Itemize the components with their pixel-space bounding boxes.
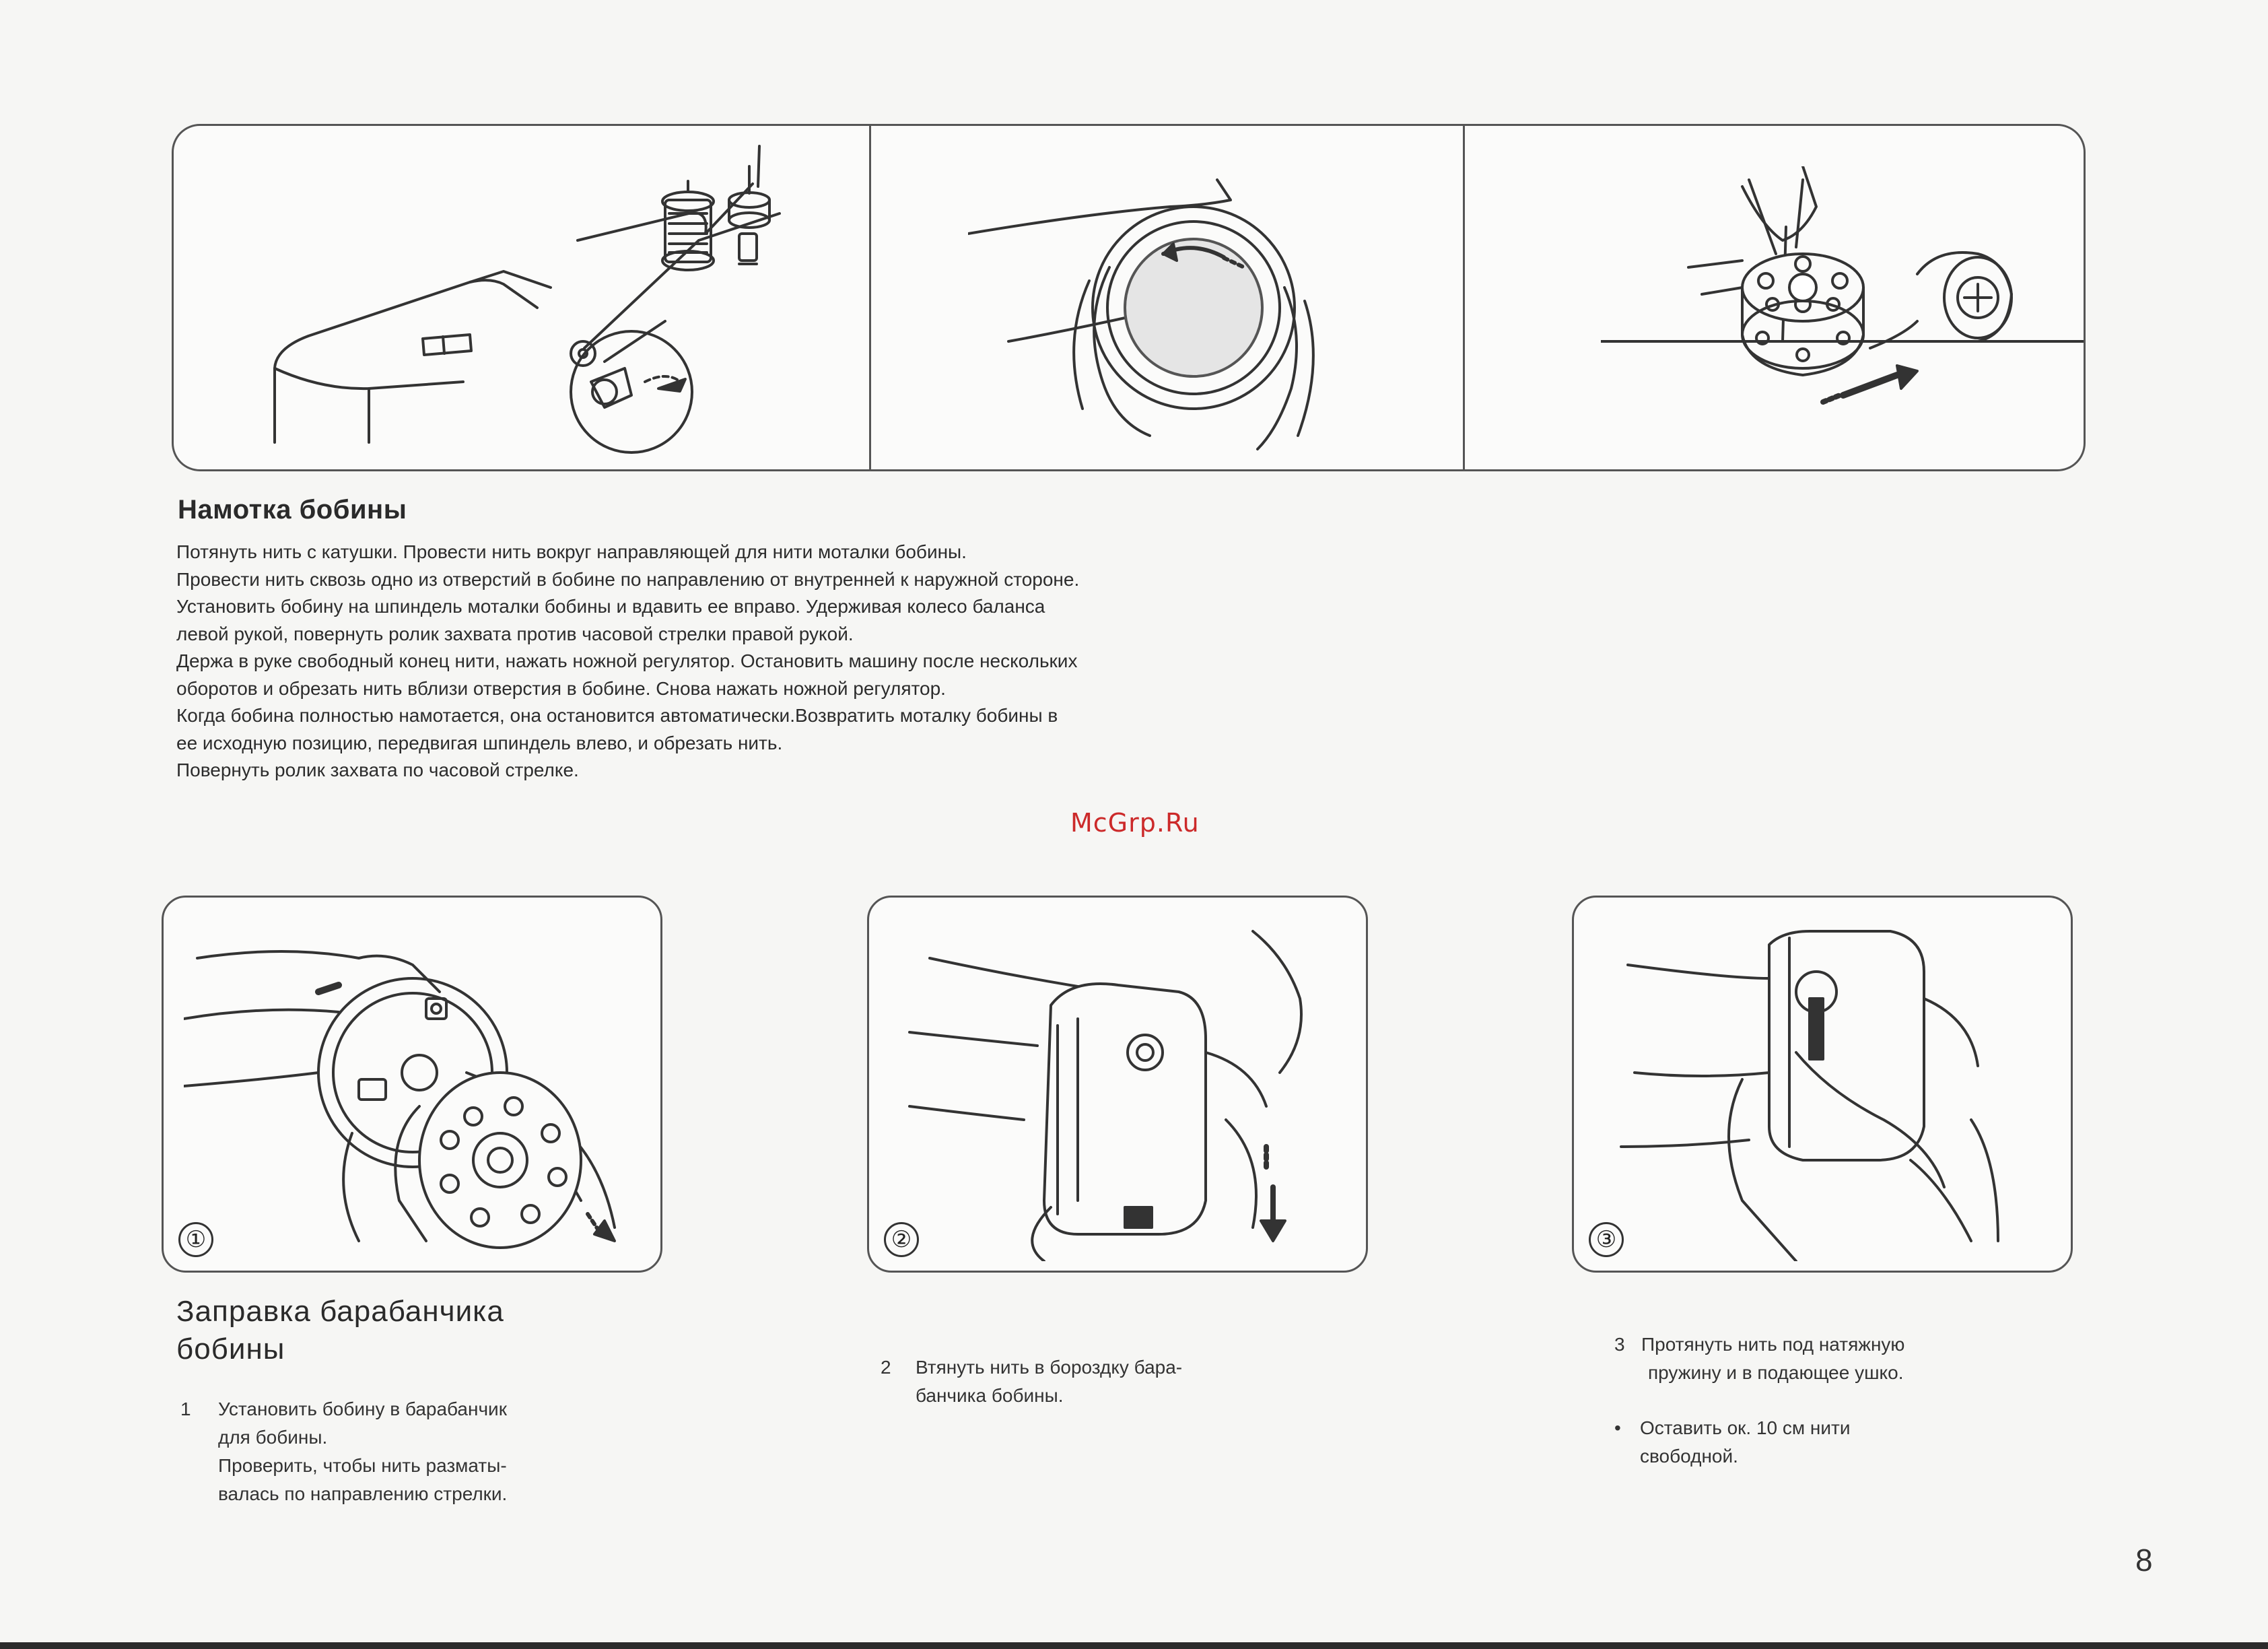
panel-divider <box>869 126 871 469</box>
bobbin-case-slot-illustration <box>889 918 1354 1261</box>
case-threading-title-line1: Заправка барабанчика <box>176 1295 504 1328</box>
tension-spring-illustration <box>1594 918 2059 1261</box>
watermark: McGrp.Ru <box>1070 808 1200 838</box>
winding-line: Держа в руке свободный конец нити, нажать ножной регулятор. Остановить машину после нескольких <box>176 650 1078 671</box>
step-3-line: пружину и в подающее ушко. <box>1648 1362 1904 1383</box>
step-1-marker: ① <box>178 1222 213 1257</box>
note-line: свободной. <box>1640 1446 1738 1467</box>
winding-line: Установить бобину на шпиндель моталки бобины и вдавить ее вправо. Удерживая колесо баланса <box>176 596 1045 617</box>
step-1-number: 1 <box>180 1399 191 1419</box>
step-3-marker: ③ <box>1589 1222 1624 1257</box>
winding-line: оборотов и обрезать нить вблизи отверстия в бобине. Снова нажать ножной регулятор. <box>176 677 946 699</box>
winding-line: Когда бобина полностью намотается, она остановится автоматически.Возвратить моталку бобины в <box>176 705 1058 726</box>
case-threading-title <box>176 1293 504 1368</box>
case-threading-title-line2: бобины <box>176 1333 285 1366</box>
step-3-text <box>1614 1331 2045 1391</box>
winding-line: ее исходную позицию, передвигая шпиндель влево, и обрезать нить. <box>176 732 783 753</box>
winding-line: Повернуть ролик захвата по часовой стрелке. <box>176 760 579 780</box>
step-1-line: Проверить, чтобы нить разматы- <box>218 1455 507 1476</box>
thread-tail-note <box>1614 1414 2045 1475</box>
winding-line: Провести нить сквозь одно из отверстий в бобине по направлению от внутренней к наружной стороне. <box>176 568 1080 590</box>
step-1-line: Установить бобину в барабанчик <box>218 1399 507 1419</box>
panel-divider <box>1463 126 1465 469</box>
handwheel-illustration <box>968 166 1412 463</box>
winding-instructions <box>176 539 1388 784</box>
winding-title: Намотка бобины <box>178 495 407 525</box>
page-bottom-edge <box>0 1642 2268 1649</box>
step-1-line: для бобины. <box>218 1427 328 1448</box>
step-2-number: 2 <box>881 1357 891 1378</box>
step-3-number: 3 <box>1614 1334 1625 1355</box>
winding-line: левой рукой, повернуть ролик захвата против часовой стрелки правой рукой. <box>176 623 854 644</box>
winding-line: Потянуть нить с катушки. Провести нить вокруг направляющей для нити моталки бобины. <box>176 541 967 562</box>
note-bullet: • <box>1614 1417 1621 1438</box>
spool-winder-illustration <box>268 139 860 463</box>
step-2-line: Втянуть нить в бороздку бара- <box>916 1357 1183 1378</box>
bobbin-insert-illustration <box>184 918 648 1261</box>
step-1-text <box>180 1395 611 1516</box>
note-line: Оставить ок. 10 см нити <box>1640 1417 1851 1438</box>
step-2-line: банчика бобины. <box>916 1385 1064 1406</box>
step-2-illustration <box>867 896 1368 1273</box>
page-number: 8 <box>2135 1543 2153 1578</box>
step-1-line: валась по направлению стрелки. <box>218 1483 508 1504</box>
step-3-line: Протянуть нить под натяжную <box>1641 1334 1905 1355</box>
step-2-marker: ② <box>884 1222 919 1257</box>
bobbin-spindle-illustration <box>1601 166 2086 463</box>
step-3-illustration <box>1572 896 2073 1273</box>
step-2-text <box>881 1353 1311 1414</box>
winding-illustrations <box>172 124 2086 471</box>
step-1-illustration <box>162 896 662 1273</box>
